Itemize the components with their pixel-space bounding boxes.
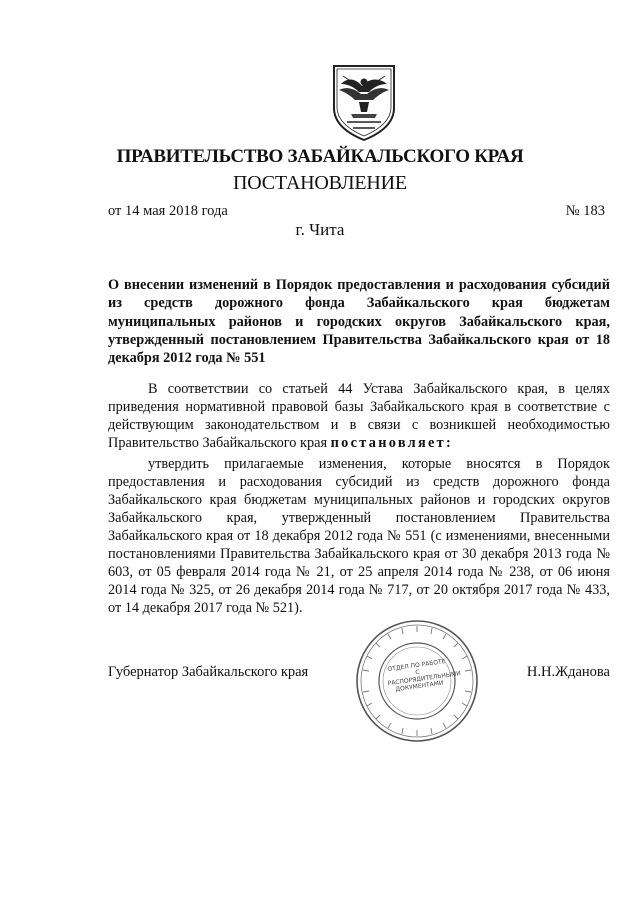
city-name: г. Чита xyxy=(295,220,345,239)
act-type-title: ПОСТАНОВЛЕНИЕ xyxy=(233,172,407,194)
resolves-word: постановляет: xyxy=(330,435,454,451)
decision-paragraph: утвердить прилагаемые изменения, которые вносятся в Порядок предоставления и расходования субсидий из средств дорожного фонда Забайкальского края бюджетам муниципальных районов и городских округов Забайкальского края, утвержденный постановлением Правительства Забайкальского края от 18 декабря 2012 года № 551 (с изменениями, внесенными постановлениями Правительства Забайкальского края от 30 декабря 2013 года № 603, от 05 февраля 2014 года № 21, от 25 апреля 2014 года № 238, от 06 июня 2014 года № 325, от 26 декабря 2014 года № 717, от 20 октября 2017 года № 433, от 14 декабря 2017 года № 521). xyxy=(108,456,610,616)
government-title: ПРАВИТЕЛЬСТВО ЗАБАЙКАЛЬСКОГО КРАЯ xyxy=(116,146,524,167)
signer-name: Н.Н.Жданова xyxy=(526,664,610,680)
coat-of-arms-icon xyxy=(329,62,399,142)
act-date: от 14 мая 2018 года xyxy=(108,203,228,219)
preamble-paragraph xyxy=(108,380,610,452)
preamble-text: В соответствии со статьей 44 Устава Забайкальского края, в целях приведения нормативной правовой базы Забайкальского края в соответствие с действующим законодательством и в связи с возникшей необходимостью Правительство Забайкальского края xyxy=(108,381,610,451)
signer-position: Губернатор Забайкальского края xyxy=(108,664,309,680)
act-subject: О внесении изменений в Порядок предоставления и расходования субсидий из средств дорожного фонда Забайкальского края бюджетам муниципальных районов и городских округов Забайкальского края, утвержденный постановлением Правительства Забайкальского края от 18 декабря 2012 года № 551 xyxy=(108,277,610,367)
stamp-inner-text: ОТДЕЛ ПО РАБОТЕ С РАСПОРЯДИТЕЛЬНЫМИ ДОКУМЕНТАМИ xyxy=(387,658,462,694)
act-number: № 183 xyxy=(565,203,605,219)
